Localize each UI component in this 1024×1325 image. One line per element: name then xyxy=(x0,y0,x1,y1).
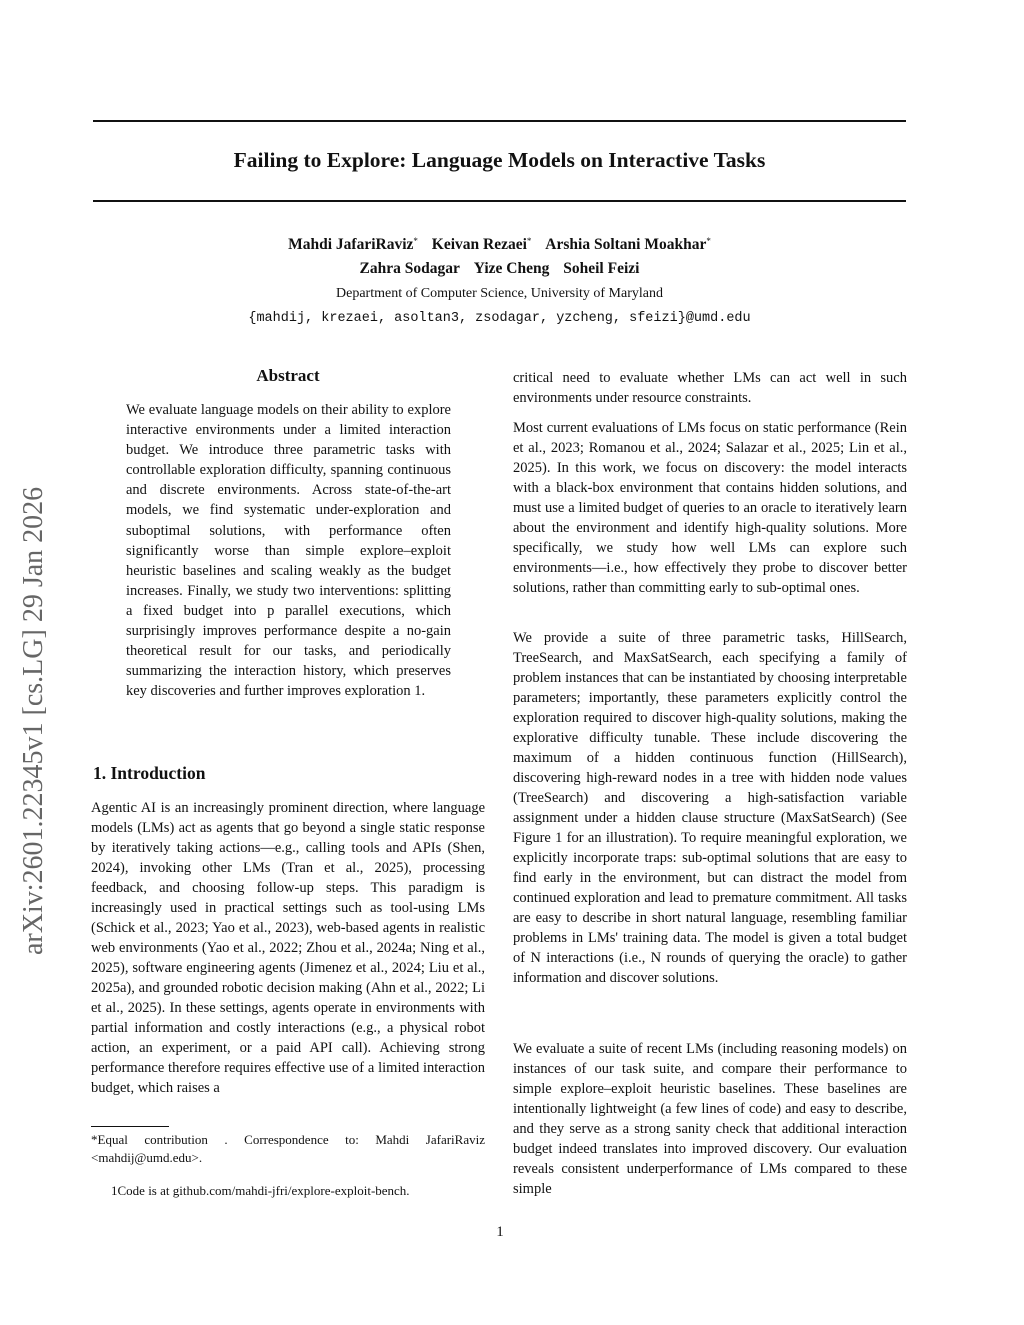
author-emails: {mahdij, krezaei, asoltan3, zsodagar, yzcheng, sfeizi}@umd.edu xyxy=(248,311,751,326)
intro-paragraph: critical need to evaluate whether LMs can act well in such environments under resource constraints. xyxy=(513,370,907,406)
footnote-equal-contribution: *Equal contribution . Correspondence to: Mahdi JafariRaviz <mahdij@umd.edu>. xyxy=(91,1132,485,1165)
author-name: Mahdi JafariRaviz* xyxy=(288,236,418,253)
abstract-text: We evaluate language models on their ability to explore interactive environments under a limited interaction budget. We introduce three parametric tasks with controllable exploration difficulty, spanning continuous and discrete environments. Across state-of-the-art models, we find systematic under-exploration and suboptimal solutions, with performance often significantly worse than simple explore–exploit heuristic baselines and scaling weakly as the budget increases. Finally, we study two interventions: splitting a fixed budget into p parallel executions, which surprisingly improves performance despite a no-gain theoretical result for our tasks, and periodically summarizing the interaction history, which preserves key discoveries and further improves exploration 1. xyxy=(126,402,451,700)
title-bottom-rule xyxy=(93,200,906,202)
affiliation: Department of Computer Science, University of Maryland xyxy=(336,286,663,301)
abstract-heading: Abstract xyxy=(256,366,320,385)
author-name: Soheil Feizi xyxy=(563,260,640,277)
authors-line-1 xyxy=(93,236,906,254)
author-name: Yize Cheng xyxy=(473,260,550,277)
intro-paragraph: Most current evaluations of LMs focus on static performance (Rein et al., 2023; Romanou et al., 2024; Salazar et al., 2025; Lin et al., 2025). In this work, we focus on discovery: the model interacts with a black-box environment that contains hidden solutions, and must use a limited budget of queries to an oracle to iteratively learn about the environment and identify high-quality solutions. More specifically, we study how well LMs can explore such environments—i.e., how effectively they probe to discover better solutions, rather than committing early to sub-optimal ones. xyxy=(513,420,907,596)
author-name: Zahra Sodagar xyxy=(359,260,460,277)
page-number: 1 xyxy=(496,1224,504,1240)
arxiv-identifier: arXiv:2601.22345v1 [cs.LG] 29 Jan 2026 xyxy=(18,486,49,955)
intro-paragraph: We provide a suite of three parametric tasks, HillSearch, TreeSearch, and MaxSatSearch, each specifying a family of problem instances that can be instantiated by choosing interpretable parameters; importantly, these parameters explicitly control the exploration required to discover high-quality solutions, making the explorative difficulty tunable. These include discovering the maximum of a hidden continuous function (HillSearch), discovering high-reward nodes in a tree with hidden node values (TreeSearch) and discovering a high-satisfaction variable assignment under a hidden clause structure (MaxSatSearch) (See Figure 1 for an illustration). To require meaningful exploration, we explicitly incorporate traps: sub-optimal solutions that are easy to find early in the environment, but can distract the model from continued exploration and lead to premature commitment. All tasks are easy to describe in short natural language, resembling familiar problems in LMs' training data. The model is given a total budget of N interactions (i.e., N rounds of querying the oracle) to gather information and discover solutions. xyxy=(513,630,907,986)
footnote-rule xyxy=(91,1126,169,1127)
intro-paragraph: Agentic AI is an increasingly prominent direction, where language models (LMs) act as agents that go beyond a single static response by iteratively taking actions—e.g., calling tools and APIs (Shen, 2024), invoking other LMs (Tran et al., 2025), processing feedback, and choosing follow-up steps. This paradigm is increasingly used in practical settings such as tool-using LMs (Schick et al., 2023; Yao et al., 2023), web-based agents in realistic web environments (Yao et al., 2022; Zhou et al., 2024a; Ning et al., 2025), software engineering agents (Jimenez et al., 2024; Liu et al., 2025a), and grounded robotic decision making (Ahn et al., 2022; Li et al., 2025). In these settings, agents operate in environments with partial information and costly interactions (e.g., a physical robot action, an experiment, or a paid API call). Achieving strong performance therefore requires effective use of a limited interaction budget, which raises a xyxy=(91,800,485,1096)
author-name: Keivan Rezaei* xyxy=(431,236,532,253)
footnote-code-link[interactable]: 1Code is at github.com/mahdi-jfri/explore-exploit-bench. xyxy=(111,1183,410,1198)
author-name: Arshia Soltani Moakhar* xyxy=(545,236,711,253)
section-heading: 1. Introduction xyxy=(93,763,206,783)
authors-line-2 xyxy=(93,260,906,278)
paper-title: Failing to Explore: Language Models on Interactive Tasks xyxy=(233,148,766,172)
title-top-rule xyxy=(93,120,906,122)
intro-paragraph: We evaluate a suite of recent LMs (including reasoning models) on instances of our task suite, and compare their performance to simple explore–exploit heuristic baselines. These baselines are intentionally lightweight (a few lines of code) and easy to describe, and they serve as a strong sanity check that additional interaction budget indeed translates into improved discovery. Our evaluation reveals consistent underperformance of LMs compared to these simple xyxy=(513,1041,907,1197)
